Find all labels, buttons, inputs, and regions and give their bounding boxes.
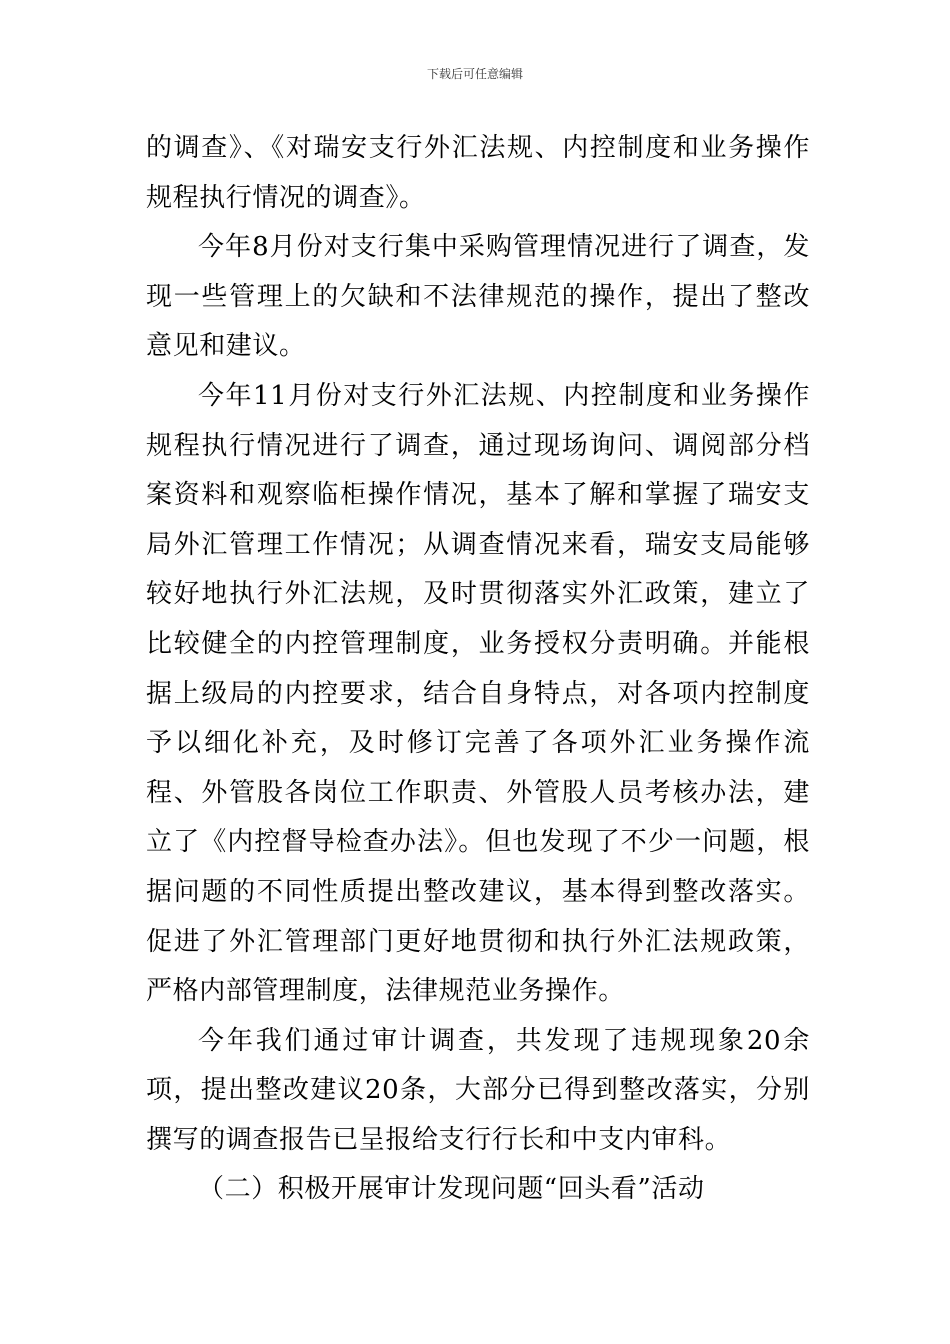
paragraph-forex-survey: 今年11月份对支行外汇法规、内控制度和业务操作规程执行情况进行了调查，通过现场询问、调阅部分档案资料和观察临柜操作情况，基本了解和掌握了瑞安支局外汇管理工作情况；从调查情况来看，瑞安支局能够较好地执行外汇法规，及时贯彻落实外汇政策，建立了比较健全的内控管理制度，业务授权分责明确。并能根据上级局的内控要求，结合自身特点，对各项内控制度予以细化补充，及时修订完善了各项外汇业务操作流程、外管股各岗位工作职责、外管股人员考核办法，建立了《内控督导检查办法》。但也发现了不少一问题，根据问题的不同性质提出整改建议，基本得到整改落实。促进了外汇管理部门更好地贯彻和执行外汇法规政策，严格内部管理制度，法律规范业务操作。 [146,380,810,1007]
paragraph-procurement-survey: 今年8月份对支行集中采购管理情况进行了调查，发现一些管理上的欠缺和不法律规范的操作，提出了整改意见和建议。 [146,232,810,362]
paragraph-audit-summary: 今年我们通过审计调查，共发现了违规现象20余项，提出整改建议20条，大部分已得到整改落实，分别撰写的调查报告已呈报给支行行长和中支内审科。 [146,1025,810,1155]
section-heading: （二）积极开展审计发现问题“回头看”活动 [198,1174,705,1205]
page-header: 下载后可任意编辑 [426,67,523,81]
paragraph-continuation: 的调查》、《对瑞安支行外汇法规、内控制度和业务操作规程执行情况的调查》。 [146,133,810,213]
document-body [146,124,810,1215]
